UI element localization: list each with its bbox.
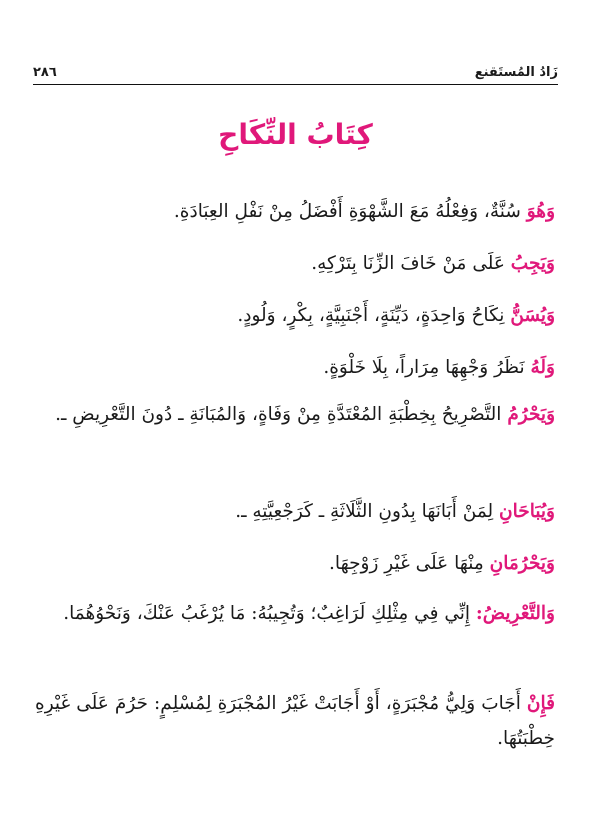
book-title: زَادُ المُستَقنع (474, 65, 558, 80)
paragraph-lead: فَإِنْ (526, 693, 555, 714)
paragraph-lead: وَيُسَنُّ (510, 305, 555, 326)
chapter-title: كِتَابُ النِّكَاحِ (218, 118, 373, 151)
paragraph-text: عَلَى مَنْ خَافَ الزِّنَا بِتَرْكِهِ. (311, 253, 511, 274)
paragraph (35, 494, 555, 529)
paragraph-text: أَجَابَ وَلِيُّ مُجْبَرَةٍ، أَوْ أَجَابَتْ غَيْرُ المُجْبَرَةِ لِمُسْلِمٍ: حَرُمَ عَلَى غَيْرِهِ خِطْبَتُهَا. (35, 693, 555, 750)
paragraph (35, 194, 555, 229)
paragraph-lead: وَيَحْرُمُ (507, 404, 555, 425)
running-head (33, 58, 558, 80)
paragraph-lead: وَهُوَ (526, 201, 555, 222)
header-rule (33, 84, 558, 85)
paragraph (35, 596, 555, 631)
paragraph-text: مِنْهَا عَلَى غَيْرِ زَوْجِهَا. (329, 553, 490, 574)
paragraph (35, 350, 555, 385)
paragraph-text: سُنَّةٌ، وَفِعْلُهُ مَعَ الشَّهْوَةِ أَفْضَلُ مِنْ نَفْلِ العِبَادَةِ. (173, 201, 527, 222)
paragraph (35, 397, 555, 432)
page-number: ٢٨٦ (33, 65, 57, 80)
paragraph-lead: وَيُبَاحَانِ (499, 501, 555, 522)
paragraph-text: لِمَنْ أَبَانَهَا بِدُونِ الثَّلَاثَةِ ـ كَرَجْعِيَّتِهِ ـ. (235, 501, 500, 522)
paragraph-lead: وَالتَّعْرِيضُ: (475, 603, 555, 624)
paragraph-lead: وَيَجِبُ (510, 253, 555, 274)
paragraph-text: نِكَاحُ وَاحِدَةٍ، دَيِّنَةٍ، أَجْنَبِيَّةٍ، بِكْرٍ، وَلُودٍ. (237, 305, 511, 326)
paragraph-lead: وَلَهُ (530, 357, 555, 378)
paragraph-lead: وَيَحْرُمَانِ (489, 553, 555, 574)
paragraph-text: التَّصْرِيحُ بِخِطْبَةِ المُعْتَدَّةِ مِنْ وَفَاةٍ، وَالمُبَانَةِ ـ دُونَ التَّعْرِيضِ ـ. (55, 404, 508, 425)
paragraph-text: نَظَرُ وَجْهِهَا مِرَاراً، بِلَا خَلْوَةٍ. (323, 357, 531, 378)
paragraph (35, 686, 555, 756)
paragraph (35, 246, 555, 281)
paragraph-text: إِنِّي فِي مِثْلِكِ لَرَاغِبٌ؛ وَتُجِيبُهُ: مَا يُرْغَبُ عَنْكَ، وَنَحْوُهُمَا. (63, 603, 476, 624)
paragraph (35, 298, 555, 333)
paragraph (35, 546, 555, 581)
